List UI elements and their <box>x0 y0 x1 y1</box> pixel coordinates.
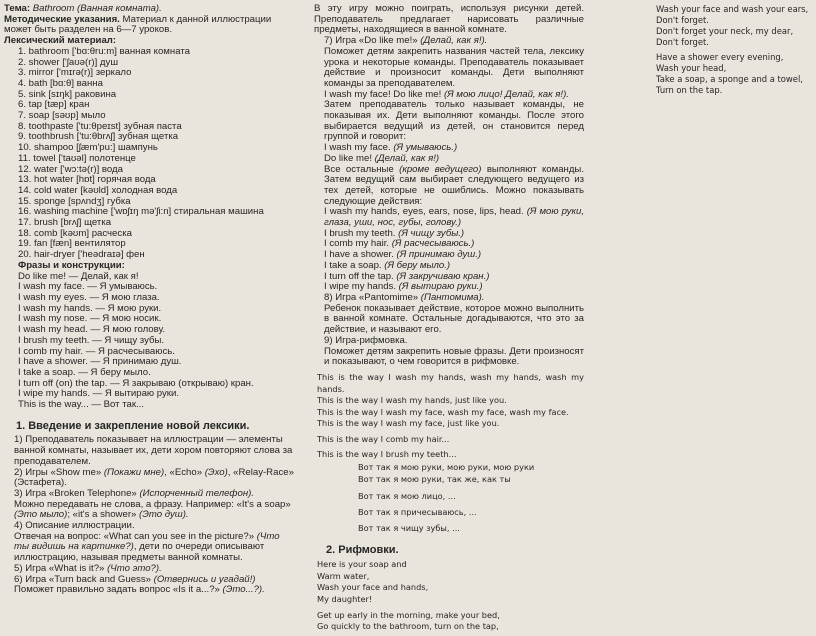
vocab-item: 7. soap [səʊp] мыло <box>18 110 106 122</box>
paragraph: 4) Описание иллюстрации. <box>14 520 135 532</box>
vocab-item: 18. comb [kəʊm] расческа <box>18 227 132 239</box>
vocab-item: 5. sink [sɪŋk] раковина <box>18 88 117 100</box>
text: (Отвернись и угадай!) <box>153 573 256 585</box>
vocab-item: 20. hair-dryer ['heədraɪə] фен <box>18 249 145 261</box>
text: I comb my hair. <box>324 238 392 250</box>
poem-line: My daughter! <box>317 594 373 605</box>
vocab-item: 4. bath [bɑ:θ] ванна <box>18 77 103 89</box>
text: I wipe my hands. <box>324 281 399 293</box>
phrase-item: I wash my nose. — Я мою носик. <box>18 313 162 325</box>
column-left <box>4 4 296 596</box>
vocab-item: 14. cold water [kəʊld] холодная вода <box>18 184 178 196</box>
text: 3) Игра «Broken Telephone» <box>14 487 140 499</box>
text: Поможет правильно задать вопрос «Is it a...?» <box>14 584 223 596</box>
text: Все остальные <box>324 163 400 175</box>
text: (Это мыло) <box>14 509 68 521</box>
phrase-item: I have a shower. — Я принимаю душ. <box>18 356 182 368</box>
method-label: Методические указания. <box>4 13 120 25</box>
text: (Я беру мыло.) <box>384 259 451 271</box>
vocab-item: 16. washing machine ['wɒʃɪŋ mə'ʃi:n] стиральная машина <box>18 206 264 218</box>
phrase-item: I wash my eyes. — Я мою глаза. <box>18 291 160 303</box>
poem-line: Get up early in the morning, make your bed, <box>317 609 500 620</box>
text: (Я расчесываюсь.) <box>391 238 475 250</box>
vocab-item: 11. towel ['taʊəl] полотенце <box>18 152 136 164</box>
rhyme-line: This is the way I wash my face, wash my face, wash my face. <box>317 406 569 417</box>
text: Можно передавать не слова, а фразу. Например: «It's a soap» <box>14 498 291 510</box>
vocab-item: 12. water ['wɔ:tə(r)] вода <box>18 163 123 175</box>
text: (Это душ). <box>139 509 189 521</box>
phrase-item: I wash my face. — Я умываюсь. <box>18 281 158 293</box>
text: 6) Игра «Turn back and Guess» <box>14 573 154 585</box>
paragraph <box>4 500 296 521</box>
rhyme-line: This is the way I brush my teeth... <box>317 449 457 460</box>
section-2-heading: 2. Рифмовки. <box>326 543 399 556</box>
text: I wash my face. <box>324 142 394 154</box>
poem-line: Go quickly to the bathroom, turn on the tap, <box>317 621 499 632</box>
phrase-item: I take a soap. — Я беру мыло. <box>18 366 151 378</box>
text: ; «it's a shower» <box>67 509 140 521</box>
vocab-list <box>4 47 296 261</box>
paragraph <box>4 585 296 596</box>
phrase-item: I turn off (on) the tap. — Я закрываю (открываю) кран. <box>18 377 254 389</box>
text: (Я умываюсь.) <box>393 142 458 154</box>
vocab-item: 19. fan [fæn] вентилятор <box>18 238 126 250</box>
poem-line: Here is your soap and <box>317 559 407 570</box>
vocab-item: 15. sponge [spʌndʒ] губка <box>18 195 131 207</box>
vocab-item: 6. tap [tæp] кран <box>18 99 90 111</box>
vocab-item: 2. shower ['ʃaʊə(r)] душ <box>18 56 119 68</box>
poem-1 <box>314 559 584 633</box>
rhyme-line: Вот так я мою лицо, ... <box>358 490 456 501</box>
phrase-item: I wash my head. — Я мою голову. <box>18 324 166 336</box>
column-right <box>656 4 816 96</box>
poem-line: Don't forget your neck, my dear, <box>656 26 794 36</box>
text: Отвечая на вопрос: «What can you see in the picture?» <box>14 530 257 542</box>
paragraph: В эту игру можно поиграть, используя рисунки детей. Преподаватель предлагает нарисовать различные предметы, находящиеся в ванной комнате. <box>314 3 584 36</box>
paragraph: Ребенок показывает действие, которое можно выполнить в ванной комнате. Остальные догадываются, что это за действие, и называют его. <box>324 302 584 336</box>
poem-line: Wash your face and hands, <box>317 582 429 593</box>
action-line <box>314 207 584 228</box>
paragraph: 1) Преподаватель показывает на иллюстрации — элементы ванной комнаты, называет их, дети хором повторяют слова за преподавателем. <box>14 434 293 467</box>
phrase-list <box>4 272 296 411</box>
text: 5) Игра «What is it?» <box>14 562 108 574</box>
rhyme-line: Вот так я мою руки, мою руки, мою руки <box>358 462 535 473</box>
text: (Что ты видишь на картинке?) <box>14 530 280 553</box>
text: (Я вытираю руки.) <box>398 281 483 293</box>
rhyme-line: This is the way I wash my face, just like you. <box>317 418 500 429</box>
text: , «Echo» <box>164 466 205 478</box>
text: (Я мою лицо! Делай, как я!). <box>443 88 569 100</box>
poem-line: Turn on the tap. <box>656 85 723 95</box>
text: I have a shower. <box>324 249 397 261</box>
rhyme-line: This is the way I wash my hands, wash my hands, wash my hands. <box>317 371 584 394</box>
text: (Пантомима). <box>420 291 485 303</box>
text: (Это...?). <box>222 584 265 596</box>
vocab-item: 3. mirror ['mɪrə(r)] зеркало <box>18 67 132 79</box>
rhyme-russian <box>314 461 584 534</box>
column-middle <box>314 4 584 633</box>
paragraph: 9) Игра-рифмовка. <box>324 334 408 346</box>
rhyme-line: This is the way I comb my hair... <box>317 433 450 444</box>
vocab-item: 13. hot water [hɒt] горячая вода <box>18 174 156 186</box>
poem-line: Wash your head, <box>656 63 727 73</box>
text: (Испорченный телефон). <box>139 487 254 499</box>
poem-line: Don't forget. <box>656 15 709 25</box>
poem-line: Don't forget. <box>656 37 709 47</box>
paragraph <box>4 468 296 489</box>
poem-line: Wash your face and wash your ears, <box>656 4 809 14</box>
paragraph: Поможет детям закрепить новые фразы. Дети произносят и показывают, о чем говорится в рифмовке. <box>324 345 584 368</box>
rhyme-line: Вот так я чищу зубы, ... <box>358 523 460 534</box>
text: , «Relay-Race» (Эстафета). <box>14 466 294 489</box>
text: 7) Игра «Do like me!» <box>324 35 421 47</box>
vocab-item: 17. brush [brʌʃ] щетка <box>18 217 112 229</box>
text: (Что это?). <box>107 562 162 574</box>
phrase-item: I wash my hands. — Я мою руки. <box>18 302 162 314</box>
section-1-heading: 1. Введение и закрепление новой лексики. <box>16 419 250 432</box>
text: (кроме ведущего) <box>399 163 482 175</box>
paragraph <box>314 165 584 208</box>
paragraph: Затем преподаватель только называет команды, не показывая их. Дети выполняют команды. После этого выбирается ведущий из детей, он становится перед группой и говорит: <box>324 99 584 143</box>
phrase-item: I brush my teeth. — Я чищу зубы. <box>18 334 165 346</box>
text: I turn off the tap. <box>324 270 397 282</box>
text: I take a soap. <box>324 259 385 271</box>
text: (Покажи мне) <box>103 466 165 478</box>
topic-value: Bathroom (Ванная комната). <box>32 3 162 14</box>
text: I wash my face! Do like me! <box>324 88 444 100</box>
paragraph: Поможет детям закрепить названия частей тела, лексику урока и некоторые команды. Преподаватель показывает действие и произносит команды. Дети выполняют команды за преподавателем. <box>324 45 584 89</box>
lexical-label: Лексический материал: <box>4 35 117 47</box>
text: , дети по очереди описывают иллюстрацию, называя предметы ванной комнаты. <box>14 541 265 564</box>
poem-line: Have a shower every evening, <box>656 52 784 62</box>
phrase-item: I comb my hair. — Я расчесываюсь. <box>18 345 175 357</box>
paragraph <box>4 532 296 564</box>
text: Do like me! <box>324 152 375 164</box>
text: (Я закручиваю кран.) <box>396 270 490 282</box>
phrase-item: Do like me! — Делай, как я! <box>18 270 139 282</box>
vocab-item: 1. bathroom ['bɑ:θru:m] ванная комната <box>18 45 190 57</box>
vocab-item: 10. shampoo [ʃæm'pu:] шампунь <box>18 142 158 154</box>
phrase-item: I wipe my hands. — Я вытираю руки. <box>18 388 180 400</box>
text: I brush my teeth. <box>324 227 399 239</box>
text: 8) Игра «Pantomime» <box>324 291 421 303</box>
text: (Я чищу зубы.) <box>398 227 465 239</box>
phrases-label: Фразы и конструкции: <box>18 259 125 271</box>
text: 2) Игры «Show me» <box>14 466 104 478</box>
rhyme-line: Вот так я причесываюсь, ... <box>358 506 477 517</box>
vocab-item: 9. toothbrush ['tu:θbrʌʃ] зубная щетка <box>18 131 179 143</box>
topic-label: Тема: <box>4 3 31 14</box>
poem-line: Take a soap, a sponge and a towel, <box>656 74 803 84</box>
rhyme-english <box>314 372 584 461</box>
method-text: Материал к данной иллюстрации может быть разделен на 6—7 уроков. <box>4 13 272 36</box>
rhyme-line: Вот так я мою руки, так же, как ты <box>358 474 511 485</box>
rhyme-line: This is the way I wash my hands, just like you. <box>317 395 507 406</box>
text: (Эхо) <box>204 466 228 478</box>
vocab-item: 8. toothpaste ['tu:θpeɪst] зубная паста <box>18 120 182 132</box>
poem-line: Warm water, <box>317 570 370 581</box>
text: (Делай, как я!). <box>420 35 488 47</box>
phrase-item: This is the way... — Вот так... <box>18 399 145 411</box>
text: I wash my hands, eyes, ears, nose, lips, head. <box>324 206 527 218</box>
text: (Делай, как я!) <box>374 152 440 164</box>
method-note <box>4 15 296 36</box>
text: (Я принимаю душ.) <box>396 249 482 261</box>
text: (Я мою руки, глаза, уши, нос, губы, голову.) <box>324 206 584 229</box>
text: выполняют команды. Затем ведущий сам выбирает следующего ведущего из тех детей, которые не ошиблись. Можно показывать следующие действия: <box>324 163 584 207</box>
